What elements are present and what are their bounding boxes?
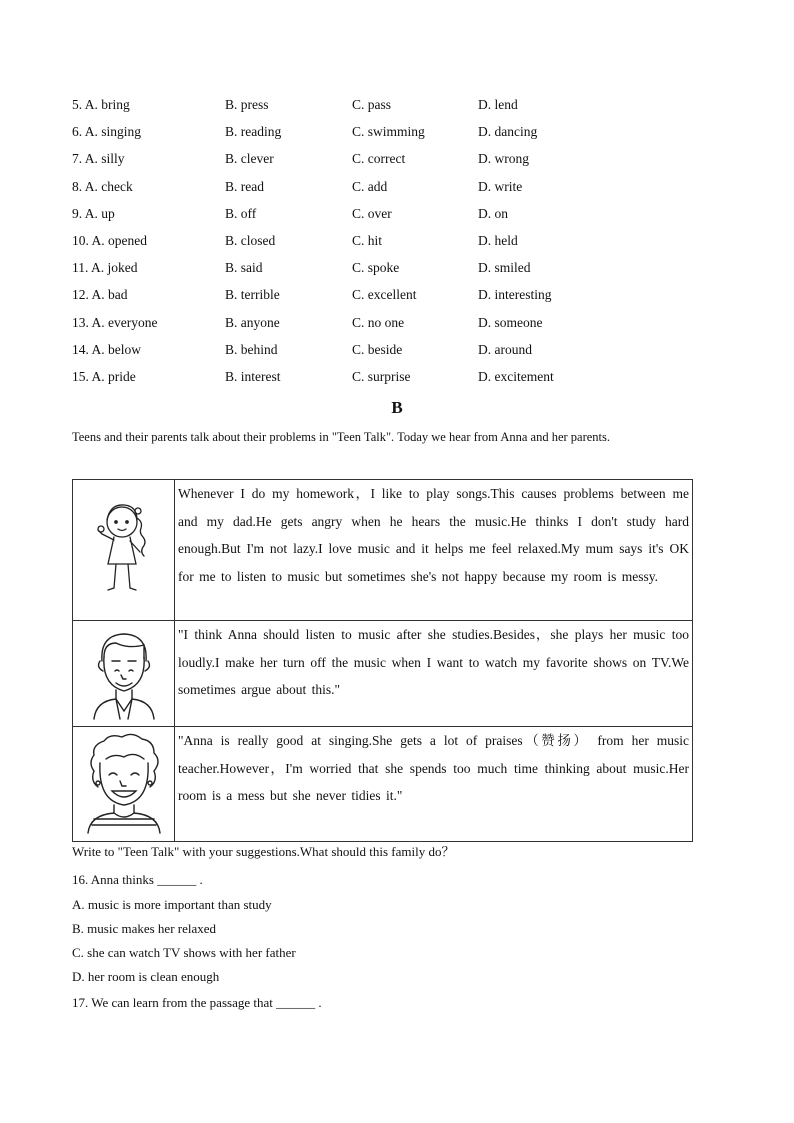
intro-text: Teens and their parents talk about their problems in "Teen Talk". Today we hear from Anna and her parents. — [72, 430, 611, 444]
question-16-option-b: B. music makes her relaxed — [72, 921, 217, 936]
question-16-option-a: A. music is more important than study — [72, 897, 272, 912]
question-16-option-d: D. her room is clean enough — [72, 969, 220, 984]
option-row — [72, 121, 692, 148]
option-d: D. excitement — [478, 368, 554, 384]
option-d: D. dancing — [478, 124, 538, 140]
anna-picture-cell — [73, 480, 175, 621]
option-a: 13. A. everyone — [72, 314, 158, 330]
option-c: C. pass — [352, 97, 392, 112]
option-b: B. read — [225, 178, 264, 194]
option-d: D. lend — [478, 97, 518, 112]
option-b: B. press — [225, 97, 269, 112]
option-d: D. on — [478, 205, 508, 221]
option-b: B. reading — [225, 124, 282, 140]
option-row — [72, 284, 692, 311]
option-c: C. surprise — [352, 368, 411, 384]
dad-statement: "I think Anna should listen to music after she studies.Besides，she plays her music too loudly.I make her turn off the music when I want to watch my favorite shows on TV.We sometimes argue about this." — [175, 621, 693, 727]
option-b: B. anyone — [225, 314, 280, 330]
option-d: D. held — [478, 232, 518, 248]
option-c: C. hit — [352, 232, 383, 248]
option-row — [72, 312, 692, 339]
options-grid — [72, 94, 692, 393]
option-d: D. someone — [478, 314, 543, 330]
option-a: 7. A. silly — [72, 151, 125, 167]
option-row — [72, 203, 692, 230]
teen-talk-table — [72, 479, 693, 842]
option-b: B. closed — [225, 232, 276, 248]
option-b: B. said — [225, 260, 263, 276]
option-b: B. interest — [225, 368, 281, 384]
option-row — [72, 257, 692, 284]
option-row — [72, 148, 692, 175]
table-row — [73, 621, 693, 727]
option-a: 6. A. singing — [72, 124, 142, 140]
option-b: B. terrible — [225, 287, 280, 303]
option-d: D. write — [478, 178, 523, 194]
woman-illustration — [84, 733, 164, 835]
section-title: B — [391, 398, 403, 417]
option-a: 10. A. opened — [72, 232, 147, 248]
option-c: C. no one — [352, 314, 405, 330]
option-d: D. interesting — [478, 287, 552, 303]
option-c: C. swimming — [352, 124, 425, 140]
girl-illustration — [92, 496, 156, 604]
option-a: 15. A. pride — [72, 368, 136, 384]
option-d: D. around — [478, 341, 532, 357]
mum-statement: "Anna is really good at singing.She gets a lot of praises（赞扬） from her music teacher.However，I'm worried that she spends too much time thinking about music.Her room is a mess but she never tidies it." — [175, 727, 693, 842]
option-a: 9. A. up — [72, 205, 115, 221]
option-d: D. wrong — [478, 151, 529, 167]
table-row — [73, 727, 693, 842]
option-c: C. spoke — [352, 260, 400, 276]
option-a: 5. A. bring — [72, 97, 130, 112]
option-c: C. correct — [352, 151, 406, 167]
question-17-stem: 17. We can learn from the passage that ______ . — [72, 995, 322, 1010]
option-d: D. smiled — [478, 260, 531, 276]
dad-picture-cell — [73, 621, 175, 727]
question-16-stem: 16. Anna thinks ______ . — [72, 872, 203, 887]
option-row — [72, 94, 692, 121]
option-b: B. behind — [225, 341, 278, 357]
option-c: C. over — [352, 205, 392, 221]
table-row — [73, 480, 693, 621]
man-illustration — [88, 627, 160, 721]
option-c: C. add — [352, 178, 388, 194]
option-row — [72, 230, 692, 257]
option-row — [72, 176, 692, 203]
mum-picture-cell — [73, 727, 175, 842]
option-c: C. excellent — [352, 287, 417, 303]
option-a: 14. A. below — [72, 341, 141, 357]
option-c: C. beside — [352, 341, 403, 357]
writing-prompt: Write to "Teen Talk" with your suggestions.What should this family do？ — [72, 844, 455, 859]
option-b: B. off — [225, 205, 257, 221]
option-a: 11. A. joked — [72, 260, 138, 276]
question-16-option-c: C. she can watch TV shows with her father — [72, 945, 296, 960]
option-a: 12. A. bad — [72, 287, 128, 303]
option-row — [72, 366, 692, 393]
option-b: B. clever — [225, 151, 274, 167]
anna-statement: Whenever I do my homework，I like to play songs.This causes problems between me and my dad.He gets angry when he hears the music.He thinks I don't study hard enough.But I'm not lazy.I love music and it helps me feel relaxed.My mum says it's OK for me to listen to music but sometimes she's not happy because my room is messy. — [175, 480, 693, 621]
option-a: 8. A. check — [72, 178, 133, 194]
option-row — [72, 339, 692, 366]
